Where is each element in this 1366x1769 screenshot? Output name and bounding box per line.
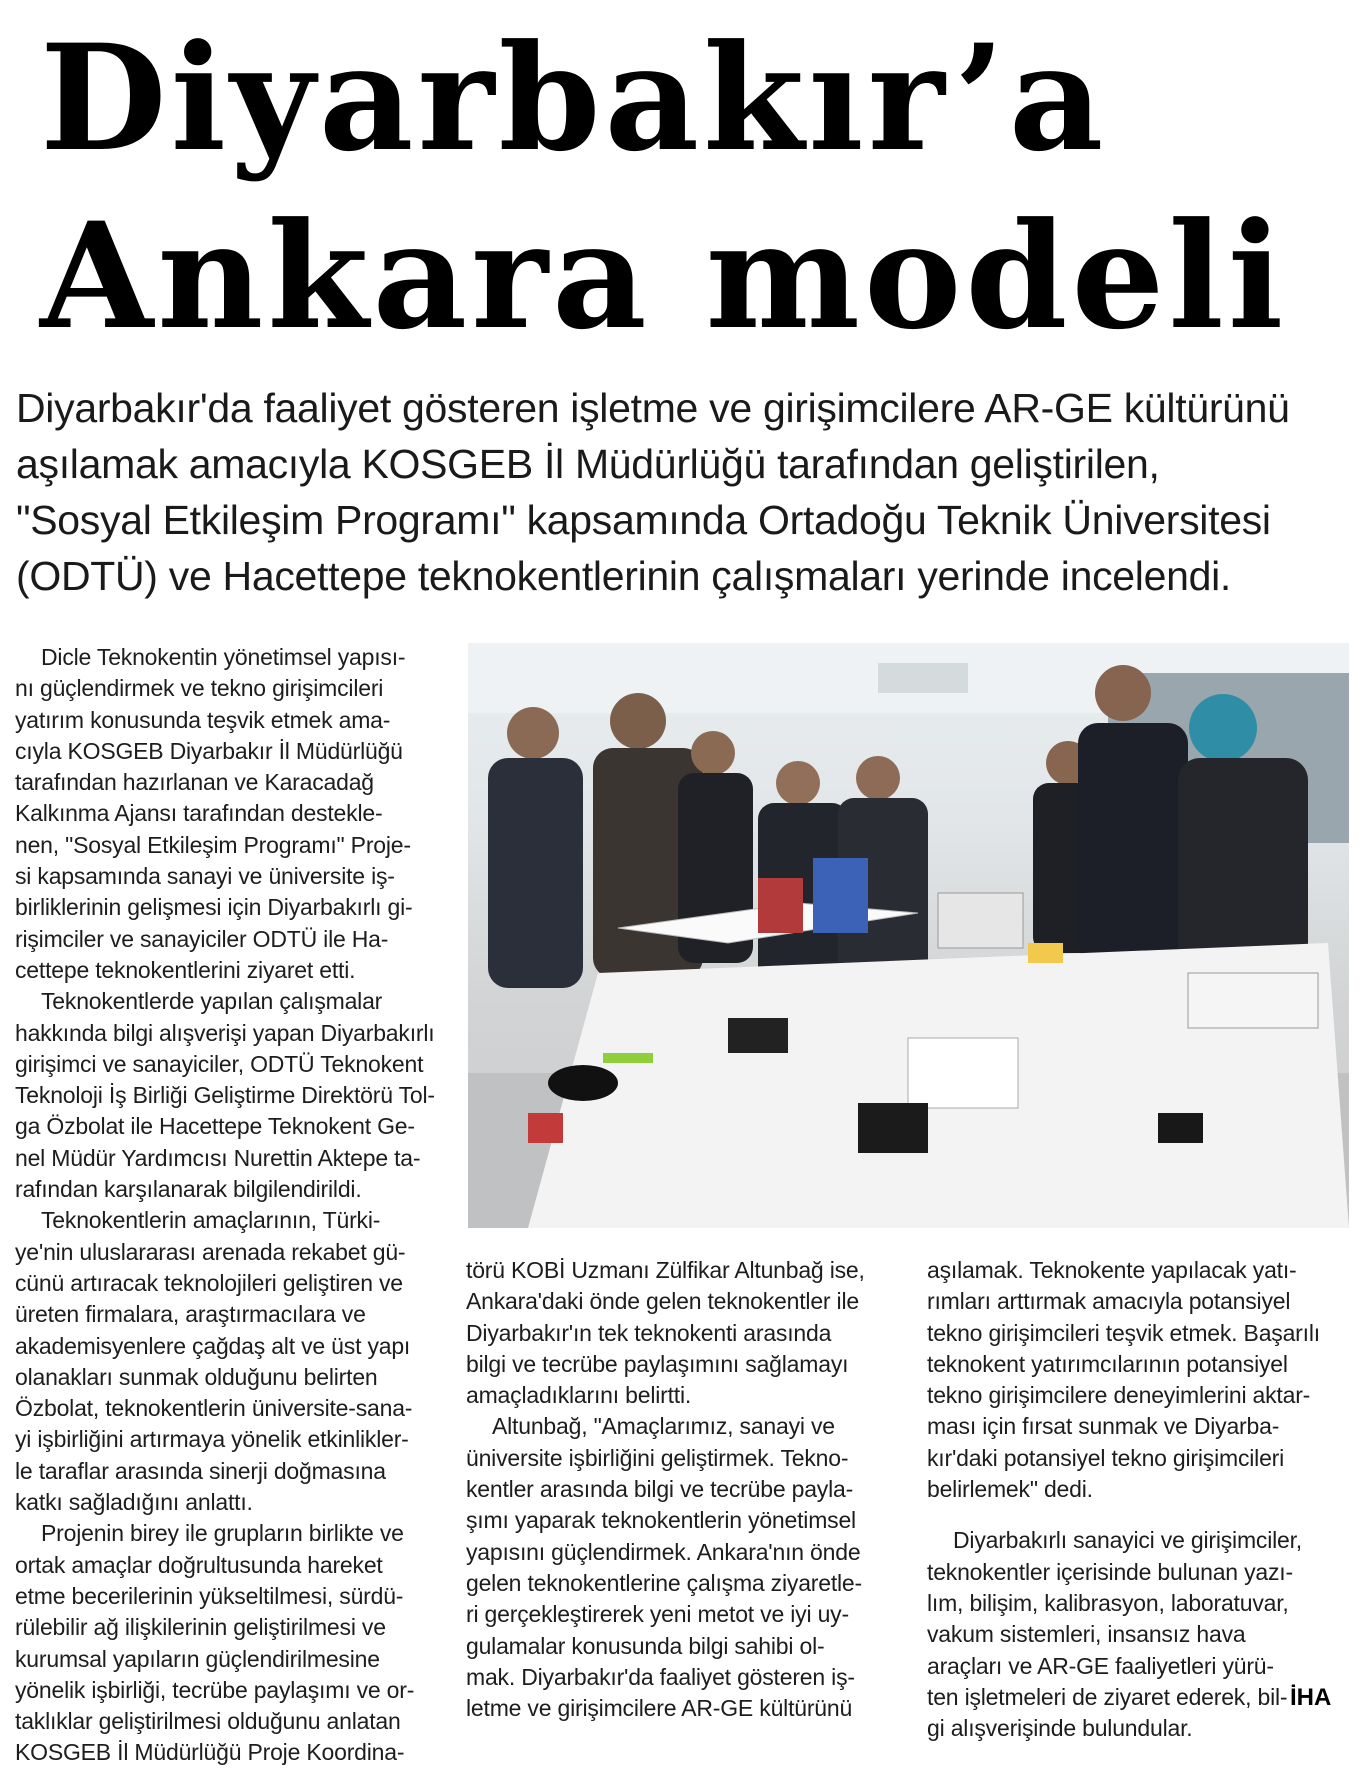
body-line: rafından karşılanarak bilgilendirildi. (15, 1176, 362, 1203)
body-line: cıyla KOSGEB Diyarbakır İl Müdürlüğü (15, 737, 403, 764)
body-line: bilgi ve tecrübe paylaşımını sağlamayı (466, 1350, 849, 1377)
body-line: etme becerilerinin yükseltilmesi, sürdü- (15, 1582, 404, 1609)
body-line: katkı sağladığını anlattı. (15, 1489, 253, 1516)
body-line: nen, "Sosyal Etkileşim Programı" Proje- (15, 831, 411, 858)
body-line: ye'nin uluslararası arenada rekabet gü- (15, 1238, 406, 1265)
body-line: yönelik işbirliği, tecrübe paylaşımı ve or- (15, 1676, 415, 1703)
body-line: cünü artıracak teknolojileri geliştiren ve (15, 1269, 403, 1296)
body-line: ması için fırsat sunmak ve Diyarba- (927, 1413, 1280, 1440)
body-line: KOSGEB İl Müdürlüğü Proje Koordina- (15, 1739, 405, 1766)
body-line: tekno girişimcileri teşvik etmek. Başarılı (927, 1319, 1320, 1346)
body-line: üniversite işbirliğini geliştirmek. Tekno- (466, 1444, 849, 1471)
body-line: ri gerçekleştirerek yeni metot ve iyi uy- (466, 1601, 849, 1628)
body-line: gulamalar konusunda bilgi sahibi ol- (466, 1632, 825, 1659)
body-line: törü KOBİ Uzmanı Zülfikar Altunbağ ise, (466, 1257, 865, 1283)
headline-line-1: Diyarbakır’a (40, 13, 1108, 184)
body-line: si kapsamında sanayi ve üniversite iş- (15, 863, 395, 890)
body-line: kentler arasında bilgi ve tecrübe payla- (466, 1476, 854, 1503)
body-line: araçları ve AR-GE faaliyetleri yürü- (927, 1652, 1274, 1679)
body-line: lım, bilişim, kalibrasyon, laboratuvar, (927, 1589, 1289, 1616)
lead-paragraph (16, 380, 1351, 604)
body-column-3 (927, 1255, 1347, 1744)
body-line: taklıklar geliştirilmesi olduğunu anlatan (15, 1708, 401, 1735)
body-line: üreten firmalara, araştırmacılara ve (15, 1301, 366, 1328)
lead-line: (ODTÜ) ve Hacettepe teknokentlerinin çalışmaları yerinde incelendi. (16, 553, 1232, 599)
body-line: birliklerinin gelişmesi için Diyarbakırlı gi- (15, 894, 413, 921)
body-line: yatırım konusunda teşvik etmek ama- (15, 706, 391, 733)
body-line: ortak amaçlar doğrultusunda hareket (15, 1551, 383, 1578)
body-line: şımı yaparak teknokentlerin yönetimsel (466, 1507, 856, 1534)
body-line: girişimci ve sanayiciler, ODTÜ Teknokent (15, 1050, 424, 1077)
body-line: mak. Diyarbakır'da faaliyet gösteren iş- (466, 1663, 855, 1690)
headline-line-2: Ankara modeli (40, 191, 1288, 362)
ceiling-light (878, 663, 968, 693)
body-line: Altunbağ, "Amaçlarımız, sanayi ve (492, 1413, 835, 1440)
body-line: Özbolat, teknokentlerin üniversite-sana- (15, 1395, 413, 1422)
body-line: cettepe teknokentlerini ziyaret etti. (15, 956, 356, 983)
body-line: Ankara'daki önde gelen teknokentler ile (466, 1288, 859, 1315)
body-line: Teknokentlerin amaçlarının, Türki- (41, 1207, 381, 1234)
body-column-1 (15, 642, 440, 1769)
body-line: olanakları sunmak olduğunu belirten (15, 1363, 378, 1390)
body-line: Dicle Teknokentin yönetimsel yapısı- (41, 644, 406, 670)
body-line: yapısını güçlendirmek. Ankara'nın önde (466, 1538, 861, 1565)
body-line: amaçladıklarını belirtti. (466, 1382, 692, 1409)
body-line: tekno girişimcilere deneyimlerini aktar- (927, 1382, 1311, 1409)
body-line: vakum sistemleri, insansız hava (927, 1621, 1246, 1648)
body-line: ten işletmeleri de ziyaret ederek, bil- (927, 1683, 1288, 1710)
body-column-2 (466, 1255, 906, 1724)
body-line: rülebilir ağ ilişkilerinin geliştirilmesi ve (15, 1614, 386, 1641)
lead-line: Diyarbakır'da faaliyet gösteren işletme ve girişimcilere AR-GE kültürünü (16, 385, 1290, 431)
headline (40, 10, 1350, 366)
news-photo-illustration (468, 643, 1349, 1228)
body-line: gelen teknokentlerine çalışma ziyaretle- (466, 1569, 862, 1596)
body-line: yi işbirliğini artırmaya yönelik etkinlikler- (15, 1426, 409, 1453)
body-line: aşılamak. Teknokente yapılacak yatı- (927, 1257, 1297, 1283)
body-line: teknokent yatırımcılarının potansiyel (927, 1350, 1288, 1377)
body-line-spacer (927, 1505, 1347, 1525)
body-line: kurumsal yapıların güçlendirilmesine (15, 1645, 380, 1672)
body-line: Projenin birey ile grupların birlikte ve (41, 1520, 404, 1547)
lead-line: "Sosyal Etkileşim Programı" kapsamında Ortadoğu Teknik Üniversitesi (16, 497, 1271, 543)
body-line: Teknokentlerde yapılan çalışmalar (41, 988, 383, 1015)
body-line: ga Özbolat ile Hacettepe Teknokent Ge- (15, 1113, 415, 1140)
body-line: nel Müdür Yardımcısı Nurettin Aktepe ta- (15, 1144, 421, 1171)
lead-line: aşılamak amacıyla KOSGEB İl Müdürlüğü tarafından geliştirilen, (16, 441, 1160, 487)
body-line: hakkında bilgi alışverişi yapan Diyarbakırlı (15, 1019, 435, 1046)
body-line: gi alışverişinde bulundular. (927, 1715, 1193, 1742)
agency-credit: İHA (1290, 1684, 1332, 1711)
body-line: Teknoloji İş Birliği Geliştirme Direktörü Tol- (15, 1082, 435, 1109)
news-photo (468, 643, 1349, 1228)
body-line: Diyarbakırlı sanayici ve girişimciler, (953, 1527, 1302, 1554)
body-line: kır'daki potansiyel tekno girişimcileri (927, 1444, 1285, 1471)
body-line: Kalkınma Ajansı tarafından destekle- (15, 800, 383, 827)
body-line: le taraflar arasında sinerji doğmasına (15, 1457, 386, 1484)
body-line: tarafından hazırlanan ve Karacadağ (15, 769, 374, 796)
body-line: letme ve girişimcilere AR-GE kültürünü (466, 1695, 853, 1722)
body-line: teknokentler içerisinde bulunan yazı- (927, 1558, 1293, 1585)
body-line: rişimciler ve sanayiciler ODTÜ ile Ha- (15, 925, 389, 952)
body-line: nı güçlendirmek ve tekno girişimcileri (15, 675, 384, 702)
body-line: akademisyenlere çağdaş alt ve üst yapı (15, 1332, 411, 1359)
body-line: rımları arttırmak amacıyla potansiyel (927, 1288, 1291, 1315)
body-line: belirlemek" dedi. (927, 1476, 1093, 1503)
body-line: Diyarbakır'ın tek teknokenti arasında (466, 1319, 832, 1346)
